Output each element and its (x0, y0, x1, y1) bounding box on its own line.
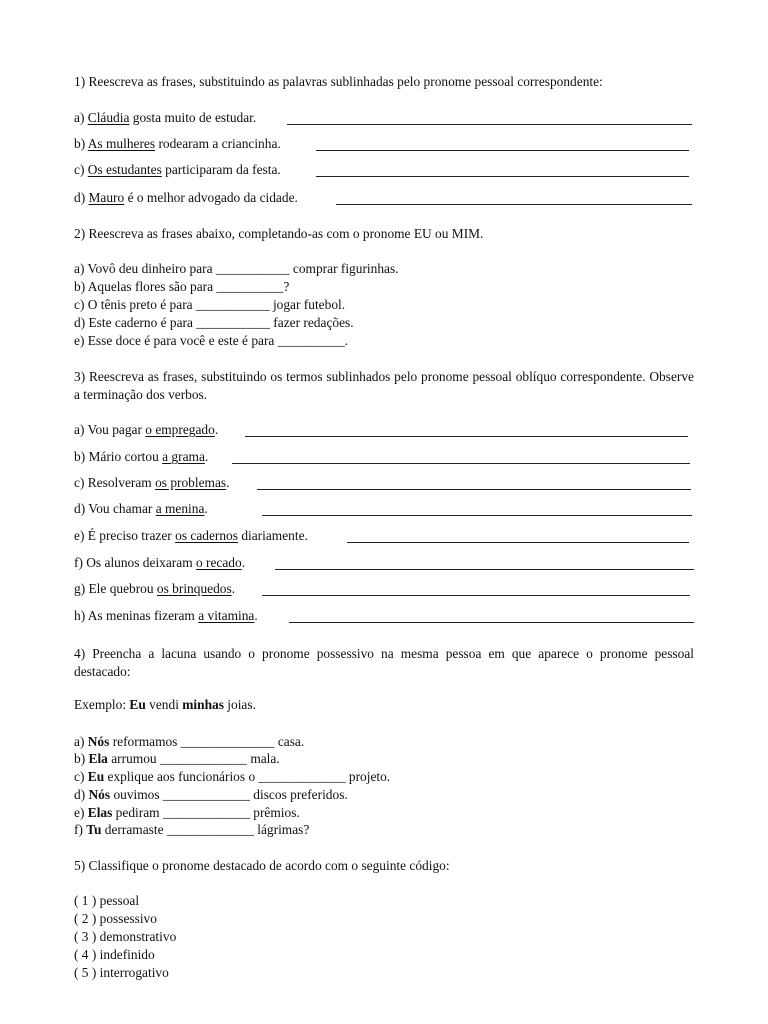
q1-item-b: b) As mulheres rodearam a criancinha. (74, 136, 281, 151)
q1-item-c: c) Os estudantes participaram da festa. (74, 162, 281, 177)
q4-item-d: d) Nós ouvimos _____________ discos preferidos. (74, 787, 348, 802)
answer-line-q1d[interactable] (336, 204, 692, 205)
q2-item-e: e) Esse doce é para você e este é para __________. (74, 333, 349, 348)
q4-item-f: f) Tu derramaste _____________ lágrimas? (74, 822, 310, 837)
q3-item-h: h) As meninas fizeram a vitamina. (74, 608, 258, 623)
q5-code-1: ( 1 ) pessoal (74, 893, 140, 908)
answer-line-q1c[interactable] (316, 176, 689, 177)
answer-line-q1b[interactable] (316, 150, 689, 151)
q3-item-b: b) Mário cortou a grama. (74, 449, 209, 464)
answer-line-q3h[interactable] (289, 622, 694, 623)
answer-line-q3g[interactable] (262, 595, 690, 596)
q3-item-d: d) Vou chamar a menina. (74, 501, 208, 516)
q2-item-a: a) Vovô deu dinheiro para ___________ comprar figurinhas. (74, 261, 399, 276)
q4-item-a: a) Nós reformamos ______________ casa. (74, 734, 305, 749)
answer-line-q3e[interactable] (347, 542, 689, 543)
q4-example: Exemplo: Eu vendi minhas joias. (74, 697, 256, 712)
q3-title: 3) Reescreva as frases, substituindo os termos sublinhados pelo pronome pessoal oblíquo correspondente. Observe a terminação dos verbos. (74, 369, 694, 402)
q5-title: 5) Classifique o pronome destacado de acordo com o seguinte código: (74, 858, 450, 873)
q5-code-4: ( 4 ) indefinido (74, 947, 155, 962)
answer-line-q1a[interactable] (287, 124, 692, 125)
answer-line-q3d[interactable] (262, 515, 692, 516)
q3-item-a: a) Vou pagar o empregado. (74, 422, 219, 437)
q2-item-b: b) Aquelas flores são para __________? (74, 279, 290, 294)
answer-line-q3c[interactable] (257, 489, 691, 490)
q3-item-e: e) É preciso trazer os cadernos diariamente. (74, 528, 308, 543)
q2-title: 2) Reescreva as frases abaixo, completando-as com o pronome EU ou MIM. (74, 226, 484, 241)
answer-line-q3a[interactable] (245, 436, 688, 437)
q4-item-b: b) Ela arrumou _____________ mala. (74, 751, 280, 766)
q5-code-3: ( 3 ) demonstrativo (74, 929, 177, 944)
q4-title: 4) Preencha a lacuna usando o pronome possessivo na mesma pessoa em que aparece o pronome pessoal destacado: (74, 646, 694, 679)
answer-line-q3f[interactable] (275, 569, 694, 570)
q1-item-a: a) Cláudia gosta muito de estudar. (74, 110, 257, 125)
q2-item-c: c) O tênis preto é para ___________ jogar futebol. (74, 297, 346, 312)
q2-item-d: d) Este caderno é para ___________ fazer redações. (74, 315, 354, 330)
q5-code-5: ( 5 ) interrogativo (74, 965, 169, 980)
q4-item-e: e) Elas pediram _____________ prêmios. (74, 805, 300, 820)
q3-item-g: g) Ele quebrou os brinquedos. (74, 581, 236, 596)
q4-item-c: c) Eu explique aos funcionários o _____________ projeto. (74, 769, 391, 784)
q5-code-2: ( 2 ) possessivo (74, 911, 157, 926)
q3-item-c: c) Resolveram os problemas. (74, 475, 230, 490)
q1-title: 1) Reescreva as frases, substituindo as palavras sublinhadas pelo pronome pessoal correspondente: (74, 74, 603, 89)
answer-line-q3b[interactable] (232, 463, 690, 464)
q3-item-f: f) Os alunos deixaram o recado. (74, 555, 246, 570)
q1-item-d: d) Mauro é o melhor advogado da cidade. (74, 190, 298, 205)
